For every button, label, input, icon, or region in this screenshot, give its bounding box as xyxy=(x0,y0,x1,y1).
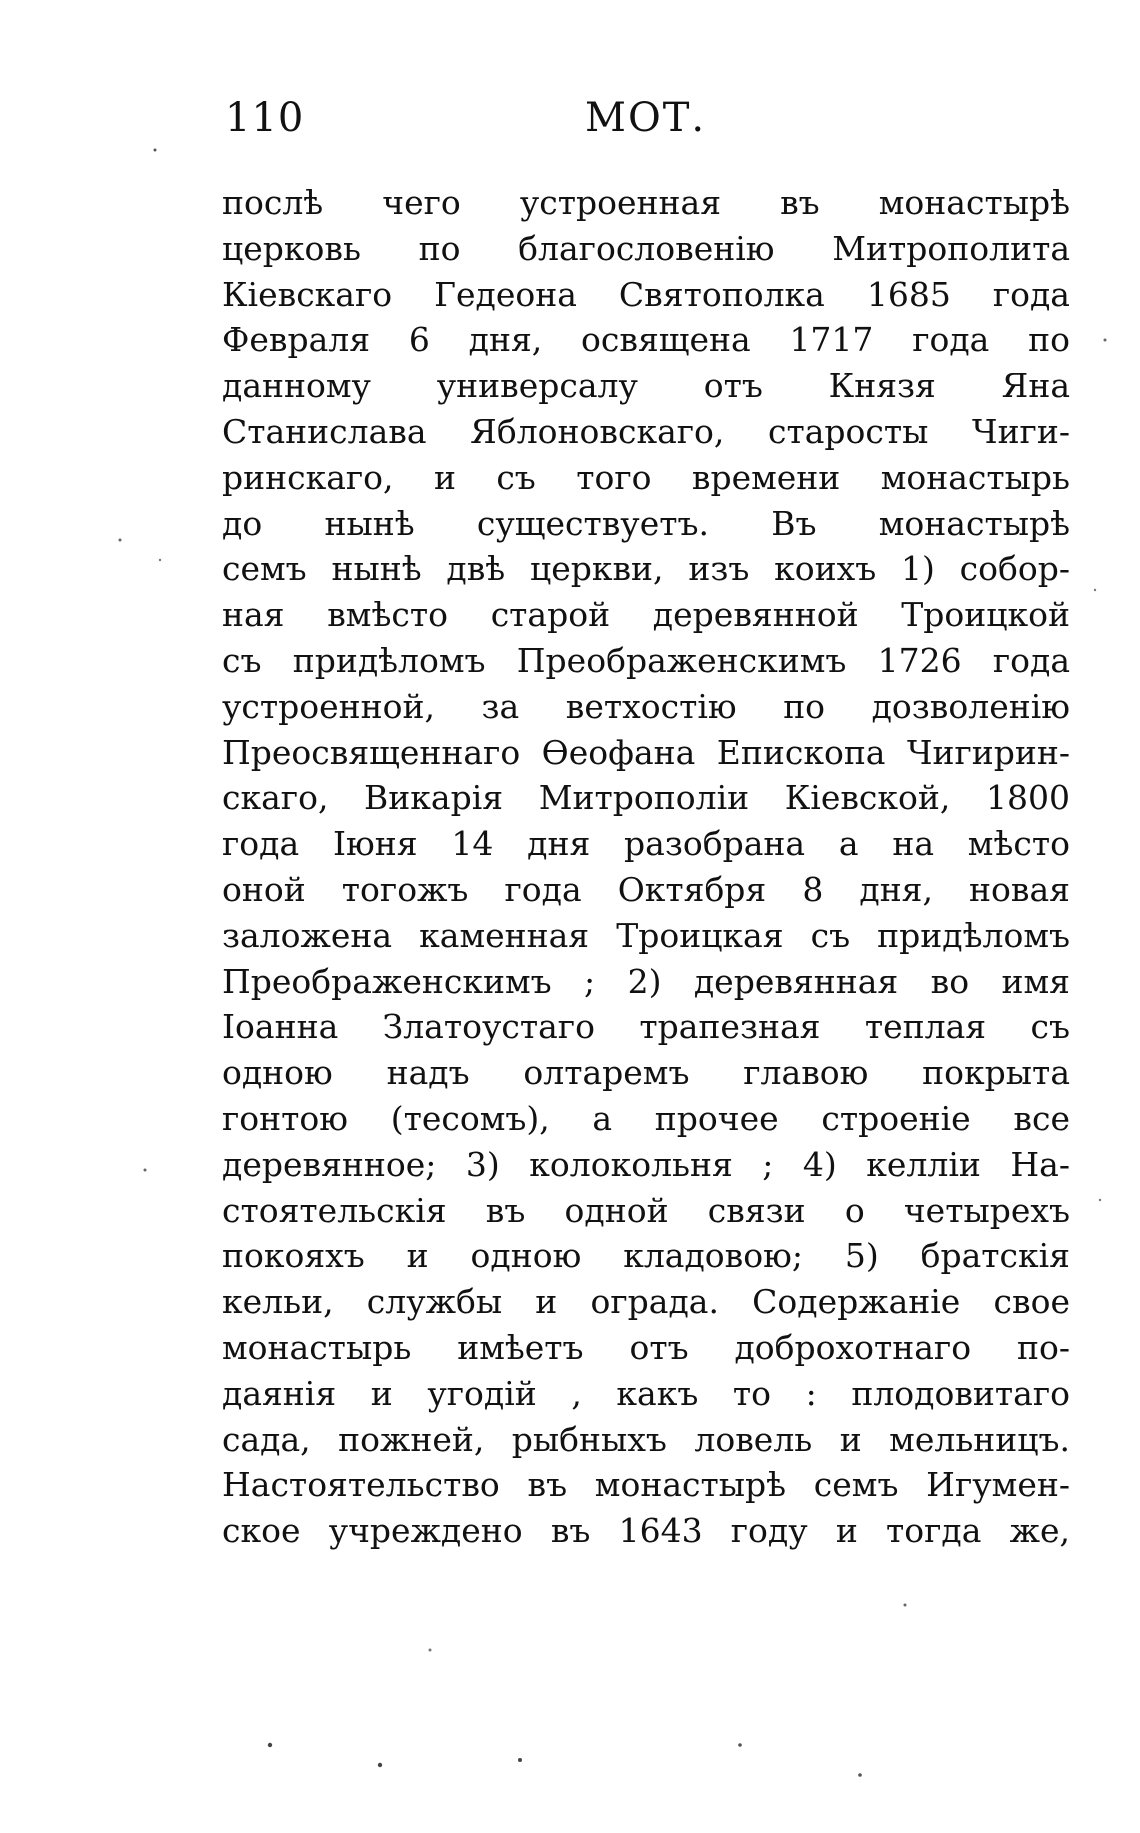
text-line: оной тогожъ года Октября 8 дня, новая xyxy=(222,869,1070,909)
text-line: заложена каменная Троицкая съ придѣломъ xyxy=(222,915,1070,955)
text-line: Преосвященнаго Өеофана Епископа Чигирин- xyxy=(222,732,1070,772)
text-line: Преображенскимъ ; 2) деревянная во имя xyxy=(222,961,1070,1001)
text-line: данному универсалу отъ Князя Яна xyxy=(222,366,1070,406)
text-line: Настоятельство въ монастырѣ семъ Игумен- xyxy=(222,1465,1070,1505)
text-line: Іоанна Златоустаго трапезная теплая съ xyxy=(222,1007,1070,1047)
running-title: МОТ. xyxy=(585,95,707,141)
text-line: Февраля 6 дня, освящена 1717 года по xyxy=(222,320,1070,360)
running-head xyxy=(225,88,1085,148)
text-line: скаго, Викарія Митрополіи Кіевской, 1800 xyxy=(222,778,1070,818)
page-number: 110 xyxy=(225,95,305,141)
text-line: ная вмѣсто старой деревянной Троицкой xyxy=(222,595,1070,635)
text-line: сада, пожней, рыбныхъ ловель и мельницъ. xyxy=(222,1419,1070,1459)
text-line: ское учреждено въ 1643 году и тогда же, xyxy=(222,1511,1070,1551)
text-line: стоятельскія въ одной связи о четырехъ xyxy=(222,1190,1070,1230)
text-line: семъ нынѣ двѣ церкви, изъ коихъ 1) собор- xyxy=(222,549,1070,589)
text-line: гонтою (тесомъ), а прочее строеніе все xyxy=(222,1098,1070,1138)
text-line: кельи, службы и ограда. Содержаніе свое xyxy=(222,1282,1070,1322)
text-line: деревянное; 3) колокольня ; 4) келліи На- xyxy=(222,1144,1070,1184)
text-line: года Іюня 14 дня разобрана а на мѣсто xyxy=(222,824,1070,864)
text-line: церковь по благословенію Митрополита xyxy=(222,228,1070,268)
body-text xyxy=(222,180,1070,1554)
text-line: ринскаго, и съ того времени монастырь xyxy=(222,457,1070,497)
text-line: до нынѣ существуетъ. Въ монастырѣ xyxy=(222,503,1070,543)
text-line: Кіевскаго Гедеона Святополка 1685 года xyxy=(222,274,1070,314)
text-line: послѣ чего устроенная въ монастырѣ xyxy=(222,183,1070,222)
text-line: монастырь имѣетъ отъ доброхотнаго по- xyxy=(222,1327,1070,1367)
text-line: съ придѣломъ Преображенскимъ 1726 года xyxy=(222,640,1070,680)
text-line: одною надъ олтаремъ главою покрыта xyxy=(222,1053,1070,1093)
text-line: Станислава Яблоновскаго, старосты Чиги- xyxy=(222,411,1070,451)
text-line: устроенной, за ветхостію по дозволенію xyxy=(222,686,1070,726)
text-line: даянія и угодій , какъ то : плодовитаго xyxy=(222,1373,1070,1413)
text-line: покояхъ и одною кладовою; 5) братскія xyxy=(222,1236,1070,1276)
